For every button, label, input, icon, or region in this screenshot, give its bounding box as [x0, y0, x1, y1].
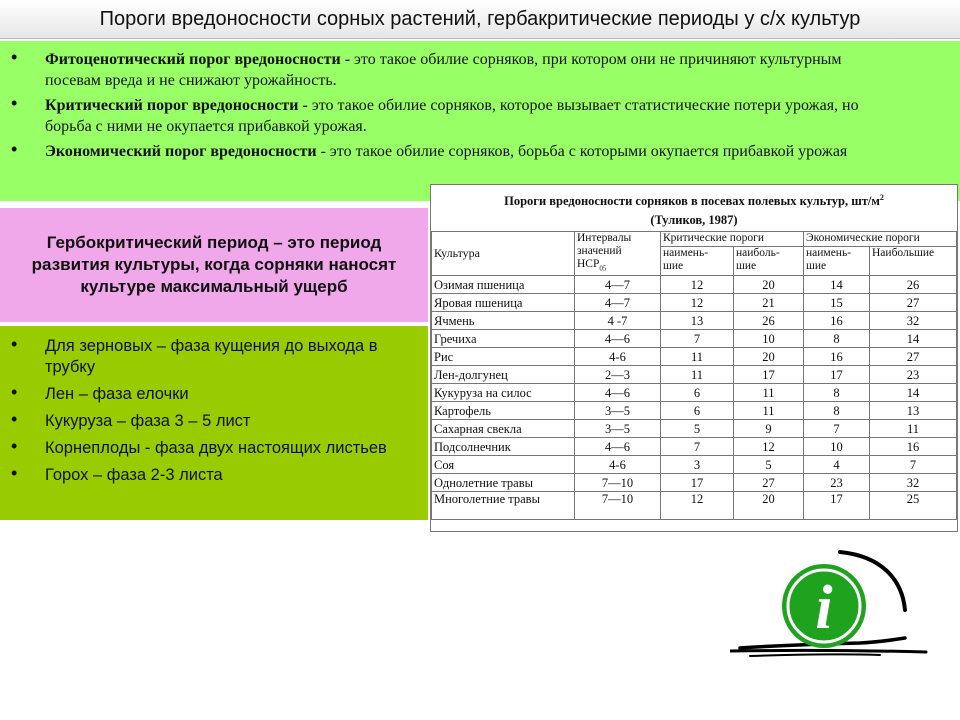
definition-economic — [11, 139, 900, 162]
table-row — [432, 330, 957, 348]
economic-min-cell: 8 — [804, 330, 870, 348]
table-row — [432, 366, 957, 384]
economic-min-cell: 23 — [804, 474, 870, 492]
economic-min-cell: 7 — [804, 420, 870, 438]
critical-max-cell: 17 — [734, 366, 804, 384]
periods-list — [0, 326, 428, 486]
crop-cell: Ячмень — [432, 312, 575, 330]
period-item — [11, 463, 418, 486]
critical-min-cell: 11 — [661, 348, 734, 366]
header-economic: Экономические пороги — [804, 232, 957, 247]
bullet: • — [11, 47, 18, 67]
table-row — [432, 276, 957, 294]
economic-max-cell: 16 — [870, 438, 957, 456]
critical-max-cell: 26 — [734, 312, 804, 330]
table-caption — [431, 185, 957, 231]
thresholds-table — [431, 231, 957, 520]
definition-text: - это такое обилие сорняков, борьба с которыми окупается прибавкой урожая — [316, 143, 848, 160]
economic-max-cell: 14 — [870, 330, 957, 348]
period-text: Для зерновых – фаза кущения до выхода в трубку — [45, 337, 378, 376]
economic-min-cell: 17 — [804, 366, 870, 384]
definition-term: Фитоценотический порог вредоносности - — [45, 51, 351, 68]
crop-cell: Картофель — [432, 402, 575, 420]
crop-cell: Рис — [432, 348, 575, 366]
header-critical: Критические пороги — [661, 232, 804, 247]
period-item — [11, 436, 418, 459]
header-economic-min: наимень- шие — [804, 247, 870, 276]
critical-min-cell: 12 — [661, 492, 734, 520]
table-caption-source: (Туликов, 1987) — [650, 213, 738, 228]
table-row — [432, 438, 957, 456]
critical-max-cell: 12 — [734, 438, 804, 456]
crop-cell: Однолетние травы — [432, 474, 575, 492]
period-text: Кукуруза – фаза 3 – 5 лист — [45, 412, 251, 430]
critical-max-cell: 27 — [734, 474, 804, 492]
critical-min-cell: 3 — [661, 456, 734, 474]
economic-min-cell: 17 — [804, 492, 870, 520]
header-crop: Культура — [432, 232, 575, 276]
period-text: Лен – фаза елочки — [45, 385, 189, 403]
critical-max-cell: 9 — [734, 420, 804, 438]
interval-cell: 4 -7 — [575, 312, 661, 330]
table-caption-title: Пороги вредоносности сорняков в посевах полевых культур, шт/м — [504, 194, 880, 209]
interval-cell: 4—6 — [575, 330, 661, 348]
economic-max-cell: 32 — [870, 312, 957, 330]
critical-max-cell: 20 — [734, 276, 804, 294]
bullet: • — [11, 463, 18, 483]
herbcritical-definition-panel — [0, 208, 428, 322]
herbcritical-periods-panel — [0, 326, 428, 520]
critical-max-cell: 20 — [734, 348, 804, 366]
crop-cell: Кукуруза на силос — [432, 384, 575, 402]
economic-min-cell: 16 — [804, 348, 870, 366]
interval-cell: 4-6 — [575, 348, 661, 366]
table-row — [432, 402, 957, 420]
table-row — [432, 474, 957, 492]
bullet: • — [11, 436, 18, 456]
critical-max-cell: 11 — [734, 402, 804, 420]
economic-max-cell: 32 — [870, 474, 957, 492]
crop-cell: Яровая пшеница — [432, 294, 575, 312]
critical-min-cell: 12 — [661, 294, 734, 312]
interval-cell: 3—5 — [575, 420, 661, 438]
economic-min-cell: 16 — [804, 312, 870, 330]
info-icon-glyph: i — [815, 574, 833, 642]
period-text: Горох – фаза 2-3 листа — [45, 466, 223, 484]
bullet: • — [11, 334, 18, 354]
period-item — [11, 334, 418, 378]
crop-cell: Лен-долгунец — [432, 366, 575, 384]
economic-max-cell: 27 — [870, 348, 957, 366]
table-body — [432, 276, 957, 520]
crop-cell: Соя — [432, 456, 575, 474]
economic-max-cell: 26 — [870, 276, 957, 294]
definition-phytocenotic — [11, 47, 900, 91]
critical-max-cell: 10 — [734, 330, 804, 348]
economic-min-cell: 4 — [804, 456, 870, 474]
table-row — [432, 492, 957, 520]
interval-cell: 4—7 — [575, 276, 661, 294]
critical-min-cell: 5 — [661, 420, 734, 438]
interval-cell: 3—5 — [575, 402, 661, 420]
definitions-list — [0, 41, 960, 162]
economic-min-cell: 8 — [804, 402, 870, 420]
critical-min-cell: 12 — [661, 276, 734, 294]
crop-cell: Озимая пшеница — [432, 276, 575, 294]
header-critical-max: наиболь- шие — [734, 247, 804, 276]
critical-max-cell: 5 — [734, 456, 804, 474]
interval-cell: 7—10 — [575, 474, 661, 492]
table-row — [432, 420, 957, 438]
interval-cell: 7—10 — [575, 492, 661, 520]
economic-max-cell: 7 — [870, 456, 957, 474]
bullet: • — [11, 93, 18, 113]
table-row — [432, 456, 957, 474]
economic-max-cell: 14 — [870, 384, 957, 402]
critical-min-cell: 13 — [661, 312, 734, 330]
interval-cell: 4—7 — [575, 294, 661, 312]
critical-min-cell: 11 — [661, 366, 734, 384]
bullet: • — [11, 139, 18, 159]
economic-max-cell: 25 — [870, 492, 957, 520]
bullet: • — [11, 382, 18, 402]
crop-cell: Подсолнечник — [432, 438, 575, 456]
interval-cell: 4—6 — [575, 384, 661, 402]
critical-min-cell: 7 — [661, 438, 734, 456]
economic-max-cell: 11 — [870, 420, 957, 438]
definition-text: это такое обилие сорняков, при котором они не причиняют культурным посевам вреда и не снижают урожайность. — [45, 51, 842, 89]
info-graphic — [730, 548, 930, 668]
economic-min-cell: 15 — [804, 294, 870, 312]
table-row — [432, 312, 957, 330]
economic-max-cell: 23 — [870, 366, 957, 384]
economic-max-cell: 13 — [870, 402, 957, 420]
bullet: • — [11, 409, 18, 429]
herbcritical-definition: Гербокритический период – это период развития культуры, когда сорняки наносят культуре максимальный ущерб — [31, 233, 397, 296]
interval-cell: 4-6 — [575, 456, 661, 474]
header-economic-max: Наибольшие — [870, 247, 957, 276]
economic-min-cell: 8 — [804, 384, 870, 402]
info-icon — [730, 548, 930, 668]
economic-min-cell: 14 — [804, 276, 870, 294]
table-row — [432, 294, 957, 312]
definition-term: Критический порог вредоносности - — [45, 97, 308, 114]
definition-term: Экономический порог вредоносности — [45, 143, 317, 160]
crop-cell: Сахарная свекла — [432, 420, 575, 438]
economic-max-cell: 27 — [870, 294, 957, 312]
critical-max-cell: 20 — [734, 492, 804, 520]
table-row — [432, 384, 957, 402]
critical-min-cell: 6 — [661, 384, 734, 402]
definitions-panel — [0, 41, 960, 201]
period-item — [11, 382, 418, 405]
critical-max-cell: 11 — [734, 384, 804, 402]
definition-text: это такое обилие сорняков, которое вызывает статистические потери урожая, но борьба с ними не окупается прибавкой урожая. — [45, 97, 859, 135]
economic-min-cell: 10 — [804, 438, 870, 456]
critical-min-cell: 6 — [661, 402, 734, 420]
critical-min-cell: 7 — [661, 330, 734, 348]
header-intervals: Интервалы значений $НСР_{05}$ — [575, 232, 661, 276]
table-caption-superscript: 2 — [879, 193, 884, 202]
slide-title: Пороги вредоносности сорных растений, гербакритические периоды у с/х культур — [99, 7, 861, 30]
thresholds-table-panel — [430, 184, 958, 532]
critical-max-cell: 21 — [734, 294, 804, 312]
period-text: Корнеплоды - фаза двух настоящих листьев — [45, 439, 387, 457]
header-critical-min: наимень- шие — [661, 247, 734, 276]
slide-title-bar — [0, 0, 960, 39]
crop-cell: Гречиха — [432, 330, 575, 348]
crop-cell: Многолетние травы — [432, 492, 575, 520]
table-row — [432, 348, 957, 366]
interval-cell: 4—6 — [575, 438, 661, 456]
period-item — [11, 409, 418, 432]
definition-critical — [11, 93, 900, 137]
interval-cell: 2—3 — [575, 366, 661, 384]
critical-min-cell: 17 — [661, 474, 734, 492]
